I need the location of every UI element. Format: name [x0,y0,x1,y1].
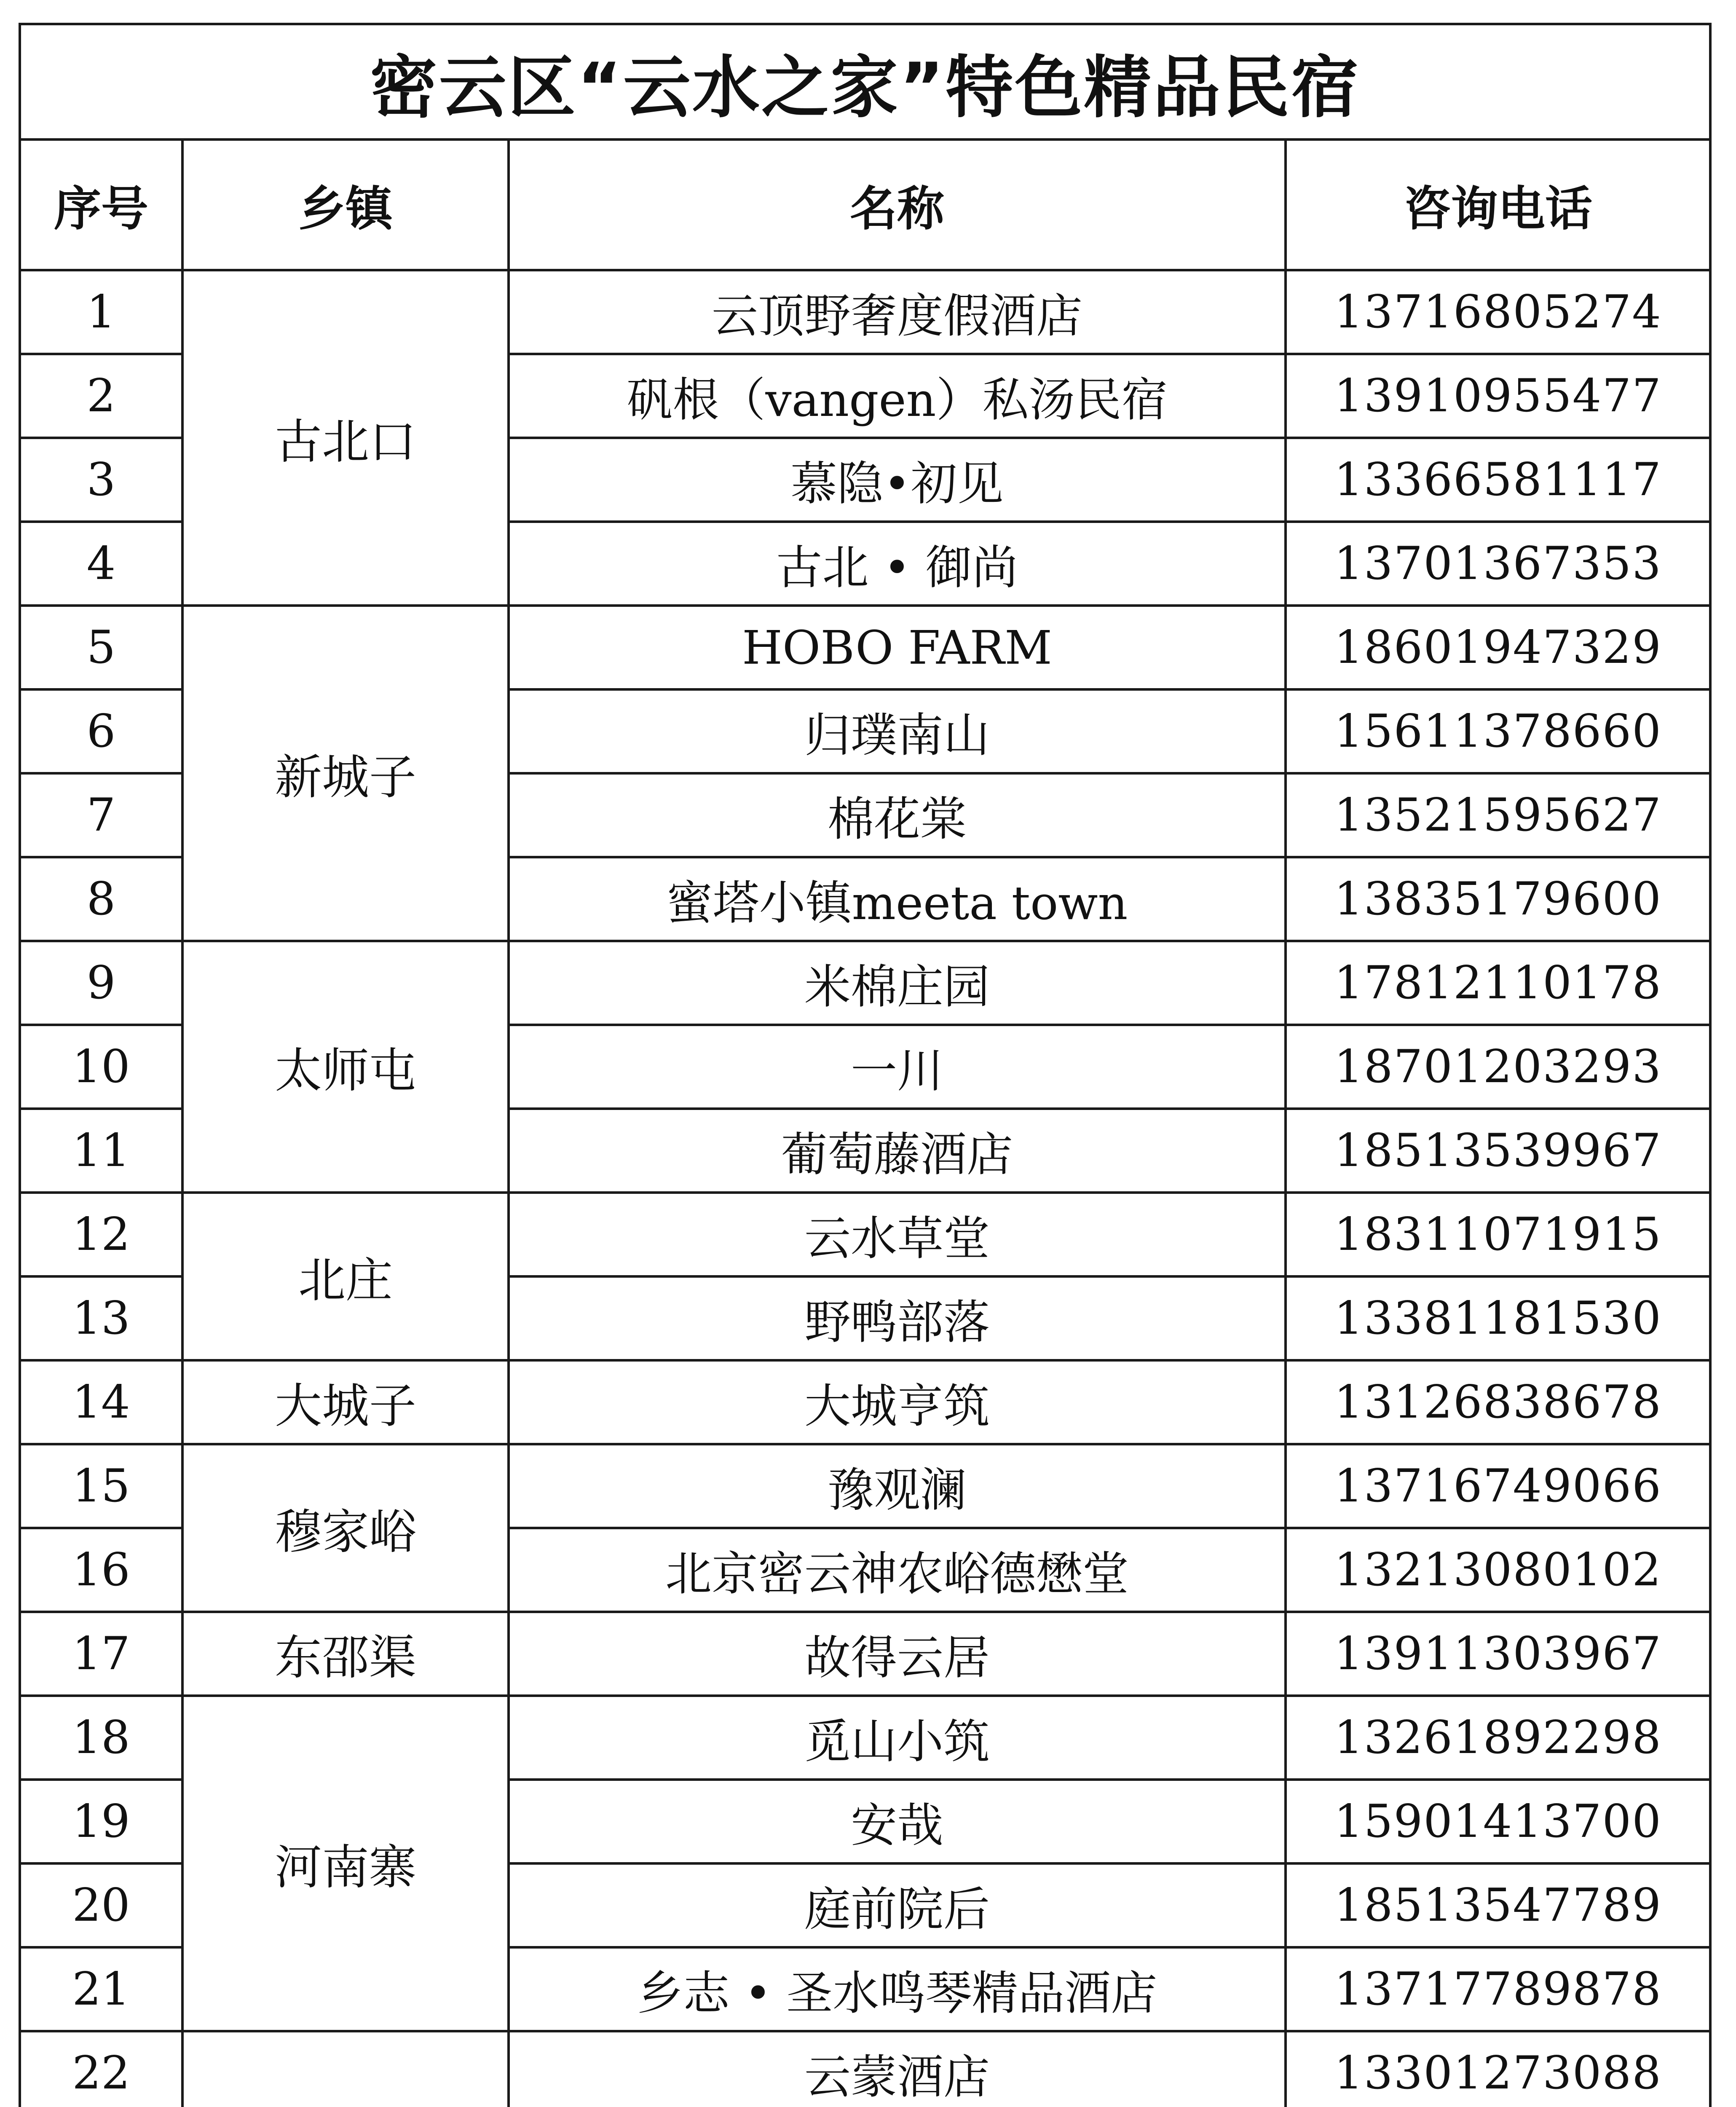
phone-number: 13701367353 [1286,522,1710,606]
row-number: 11 [20,1109,182,1193]
table-body [20,270,1710,2107]
phone-number: 13521595627 [1286,773,1710,857]
row-number: 17 [20,1612,182,1696]
row-number: 21 [20,1947,182,2031]
town-cell: 河南寨 [182,1696,509,2031]
homestay-name: 归璞南山 [509,689,1286,773]
header-no: 序号 [20,139,182,270]
homestay-name: 云顶野奢度假酒店 [509,270,1286,354]
table-row [20,1193,1710,1276]
phone-number: 13835179600 [1286,857,1710,941]
row-number: 19 [20,1780,182,1863]
homestay-name: 北京密云神农峪德懋堂 [509,1528,1286,1612]
town-cell: 新城子 [182,606,509,941]
header-town: 乡镇 [182,139,509,270]
phone-number: 17812110178 [1286,941,1710,1025]
homestay-name: 云蒙酒店 [509,2031,1286,2107]
row-number: 22 [20,2031,182,2107]
phone-number: 13716749066 [1286,1444,1710,1528]
row-number: 8 [20,857,182,941]
phone-number: 13261892298 [1286,1696,1710,1780]
homestay-table [19,23,1712,2107]
town-cell: 穆家峪 [182,1444,509,1612]
table-row [20,1360,1710,1444]
homestay-name: 大城亨筑 [509,1360,1286,1444]
row-number: 10 [20,1025,182,1109]
phone-number: 13717789878 [1286,1947,1710,2031]
row-number: 14 [20,1360,182,1444]
town-cell: 东邵渠 [182,1612,509,1696]
table-row [20,2031,1710,2107]
phone-number: 18311071915 [1286,1193,1710,1276]
homestay-name: 一川 [509,1025,1286,1109]
table-row [20,270,1710,354]
row-number: 7 [20,773,182,857]
phone-number: 13301273088 [1286,2031,1710,2107]
homestay-name: 庭前院后 [509,1863,1286,1947]
row-number: 16 [20,1528,182,1612]
town-cell: 古北口 [182,270,509,606]
phone-number: 18513547789 [1286,1863,1710,1947]
row-number: 3 [20,438,182,522]
row-number: 13 [20,1276,182,1360]
title-row [20,24,1710,139]
row-number: 12 [20,1193,182,1276]
phone-number: 18513539967 [1286,1109,1710,1193]
homestay-name: 云水草堂 [509,1193,1286,1276]
table-row [20,941,1710,1025]
town-cell [182,2031,509,2107]
row-number: 15 [20,1444,182,1528]
phone-number: 13381181530 [1286,1276,1710,1360]
phone-number: 15901413700 [1286,1780,1710,1863]
phone-number: 13911303967 [1286,1612,1710,1696]
phone-number: 18701203293 [1286,1025,1710,1109]
row-number: 9 [20,941,182,1025]
homestay-name: 蜜塔小镇meeta town [509,857,1286,941]
row-number: 6 [20,689,182,773]
phone-number: 15611378660 [1286,689,1710,773]
homestay-name: 矾根（vangen）私汤民宿 [509,354,1286,438]
row-number: 18 [20,1696,182,1780]
homestay-name: 野鸭部落 [509,1276,1286,1360]
phone-number: 13213080102 [1286,1528,1710,1612]
homestay-name: 安哉 [509,1780,1286,1863]
header-name: 名称 [509,139,1286,270]
row-number: 5 [20,606,182,689]
homestay-name: 古北 • 御尚 [509,522,1286,606]
homestay-name: 豫观澜 [509,1444,1286,1528]
homestay-name: 觅山小筑 [509,1696,1286,1780]
homestay-name: 乡志 • 圣水鸣琴精品酒店 [509,1947,1286,2031]
phone-number: 18601947329 [1286,606,1710,689]
table-row [20,606,1710,689]
phone-number: 13366581117 [1286,438,1710,522]
table-row [20,1612,1710,1696]
town-cell: 太师屯 [182,941,509,1193]
row-number: 1 [20,270,182,354]
header-phone: 咨询电话 [1286,139,1710,270]
table-row [20,1444,1710,1528]
town-cell: 大城子 [182,1360,509,1444]
homestay-name: 故得云居 [509,1612,1286,1696]
row-number: 20 [20,1863,182,1947]
phone-number: 13910955477 [1286,354,1710,438]
phone-number: 13716805274 [1286,270,1710,354]
homestay-name: 慕隐•初见 [509,438,1286,522]
town-cell: 北庄 [182,1193,509,1360]
phone-number: 13126838678 [1286,1360,1710,1444]
homestay-name: 葡萄藤酒店 [509,1109,1286,1193]
homestay-name: HOBO FARM [509,606,1286,689]
table-title: 密云区“云水之家”特色精品民宿 [20,24,1710,139]
table-row [20,1696,1710,1780]
row-number: 2 [20,354,182,438]
header-row [20,139,1710,270]
row-number: 4 [20,522,182,606]
homestay-name: 棉花棠 [509,773,1286,857]
homestay-name: 米棉庄园 [509,941,1286,1025]
